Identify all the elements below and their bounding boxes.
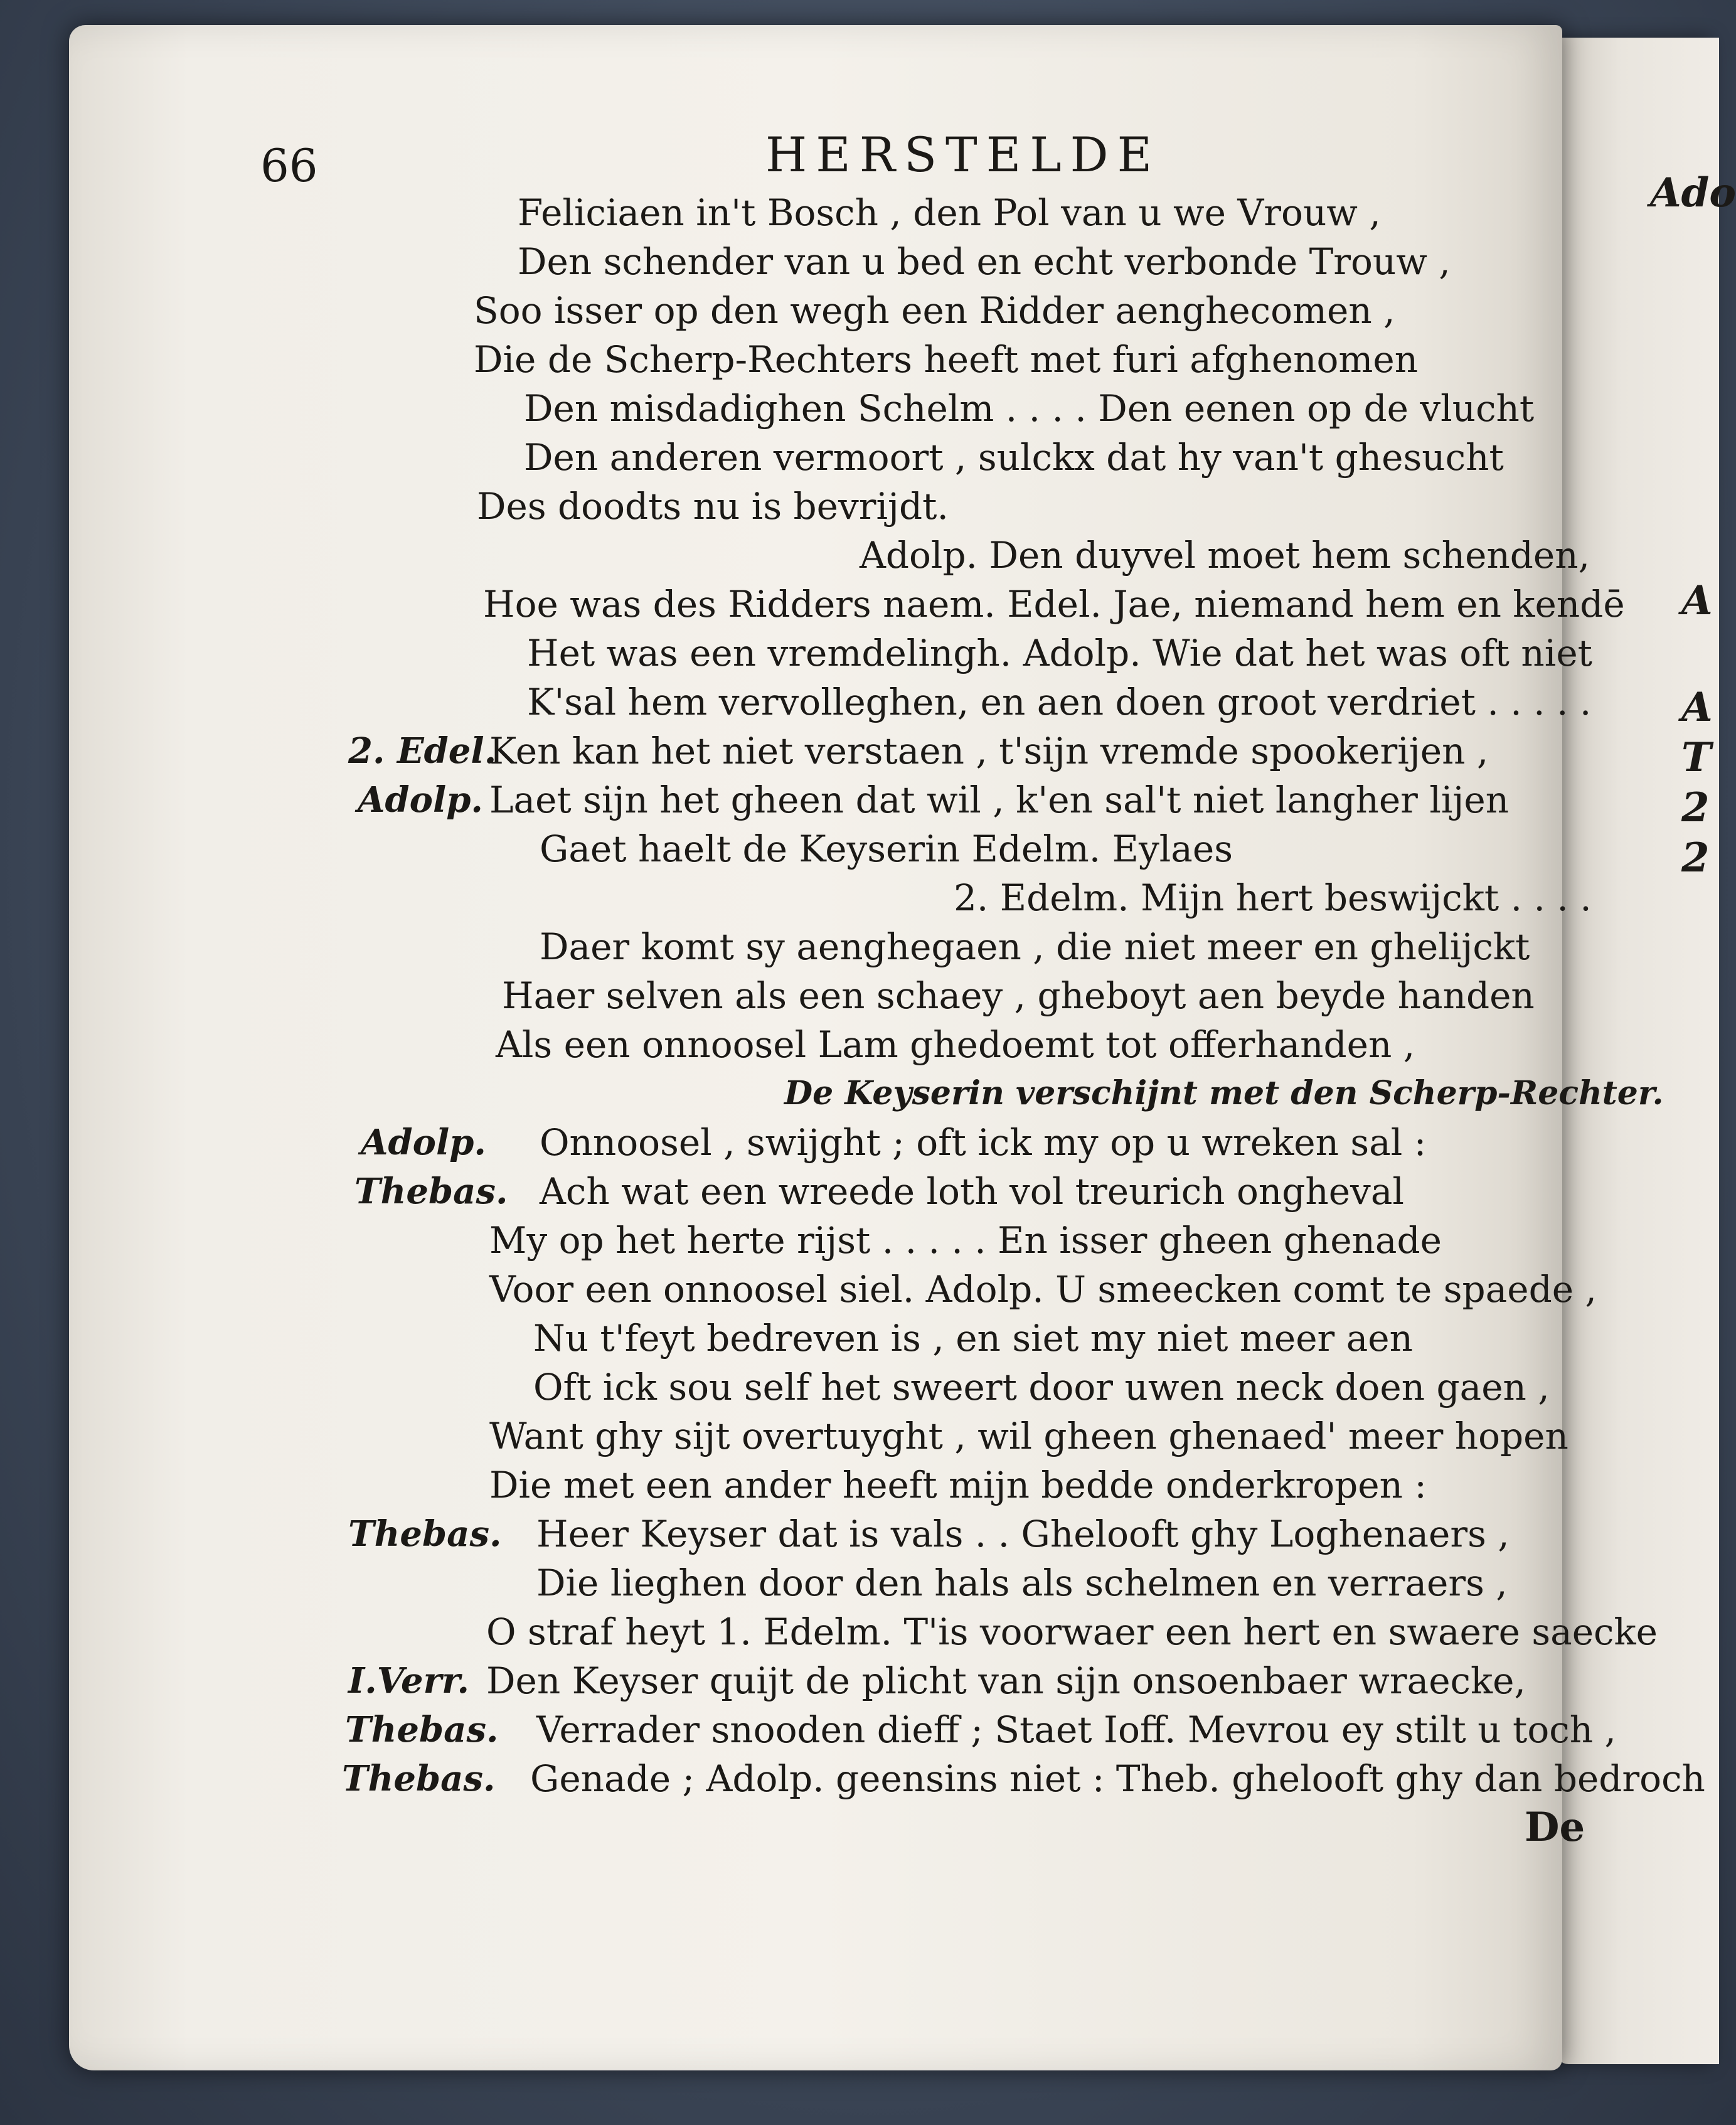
verse-line: Haer selven als een schaey , gheboyt aen beyde handen <box>502 974 1535 1017</box>
verse-line: 2. Edelm. Mijn hert beswijckt . . . . <box>954 876 1592 919</box>
verse-line: Heer Keyser dat is vals . . Ghelooft ghy Loghenaers , <box>536 1513 1510 1555</box>
facing-page-fragment: 2 <box>1681 834 1710 881</box>
facing-page-fragment: A <box>1681 577 1713 624</box>
verse-line: Het was een vremdelingh. Adolp. Wie dat het was oft niet <box>527 632 1592 674</box>
speaker-label: Thebas. <box>354 1171 508 1212</box>
verse-line: Want ghy sijt overtuyght , wil gheen ghenaed' meer hopen <box>489 1415 1568 1457</box>
verse-line: Des doodts nu is bevrijdt. <box>477 485 949 528</box>
catchword: De <box>1525 1804 1585 1851</box>
page-number: 66 <box>260 139 318 192</box>
facing-page-fragment: 2 <box>1681 784 1710 831</box>
verse-line: Laet sijn het gheen dat wil , k'en sal't niet langher lijen <box>489 779 1510 821</box>
speaker-label: Adolp. <box>358 779 483 821</box>
verse-line: Oft ick sou self het sweert door uwen neck doen gaen , <box>533 1366 1550 1409</box>
verse-line: Nu t'feyt bedreven is , en siet my niet meer aen <box>533 1317 1413 1360</box>
verse-line: Ken kan het niet verstaen , t'sijn vremde spookerijen , <box>489 730 1489 772</box>
verse-line: Den schender van u bed en echt verbonde Trouw , <box>518 240 1451 283</box>
verse-line: Feliciaen in't Bosch , den Pol van u we Vrouw , <box>518 191 1381 234</box>
speaker-label: I.Verr. <box>348 1660 469 1702</box>
stage-direction: De Keyserin verschijnt met den Scherp-Rechter. <box>784 1074 1664 1112</box>
speaker-label: Adolp. <box>361 1122 486 1163</box>
verse-line: Den anderen vermoort , sulckx dat hy van't ghesucht <box>524 436 1504 479</box>
verse-line: Daer komt sy aenghegaen , die niet meer en ghelijckt <box>540 925 1530 968</box>
verse-line: Voor een onnoosel siel. Adolp. U smeecken comt te spaede , <box>489 1268 1597 1311</box>
speaker-label: Thebas. <box>342 1758 496 1799</box>
running-title: HERSTELDE <box>765 127 1161 183</box>
speaker-label: Thebas. <box>348 1513 502 1555</box>
verse-line: Die de Scherp-Rechters heeft met furi afghenomen <box>474 338 1419 381</box>
facing-page-fragment: Ado <box>1650 169 1736 216</box>
verse-line: Gaet haelt de Keyserin Edelm. Eylaes <box>540 828 1233 870</box>
verse-line: My op het herte rijst . . . . . En isser gheen ghenade <box>489 1219 1442 1262</box>
speaker-label: 2. Edel. <box>348 730 497 772</box>
verse-line: Verrader snooden dieff ; Staet Ioff. Mevrou ey stilt u toch , <box>536 1708 1616 1751</box>
verse-line: Die met een ander heeft mijn bedde onderkropen : <box>489 1464 1427 1506</box>
verse-line: Adolp. Den duyvel moet hem schenden, <box>860 534 1590 577</box>
verse-line: Hoe was des Ridders naem. Edel. Jae, niemand hem en kendē <box>483 583 1625 626</box>
verse-line: Genade ; Adolp. geensins niet : Theb. ghelooft ghy dan bedroch <box>530 1757 1705 1800</box>
verse-line: Den misdadighen Schelm . . . . Den eenen op de vlucht <box>524 387 1535 430</box>
verse-line: Soo isser op den wegh een Ridder aenghecomen , <box>474 289 1395 332</box>
verse-line: Onnoosel , swijght ; oft ick my op u wreken sal : <box>540 1121 1427 1164</box>
facing-page-fragment: A <box>1681 684 1713 731</box>
verse-line: Den Keyser quijt de plicht van sijn onsoenbaer wraecke, <box>486 1659 1526 1702</box>
verse-line: Die lieghen door den hals als schelmen en verraers , <box>536 1562 1508 1604</box>
verse-line: K'sal hem vervolleghen, en aen doen groot verdriet . . . . . <box>527 681 1592 723</box>
speaker-label: Thebas. <box>345 1709 499 1750</box>
verse-line: Ach wat een wreede loth vol treurich ongheval <box>540 1170 1404 1213</box>
facing-page-fragment: T <box>1681 734 1712 781</box>
verse-line: O straf heyt 1. Edelm. T'is voorwaer een hert en swaere saecke <box>486 1611 1658 1653</box>
verse-line: Als een onnoosel Lam ghedoemt tot offerhanden , <box>496 1023 1415 1066</box>
